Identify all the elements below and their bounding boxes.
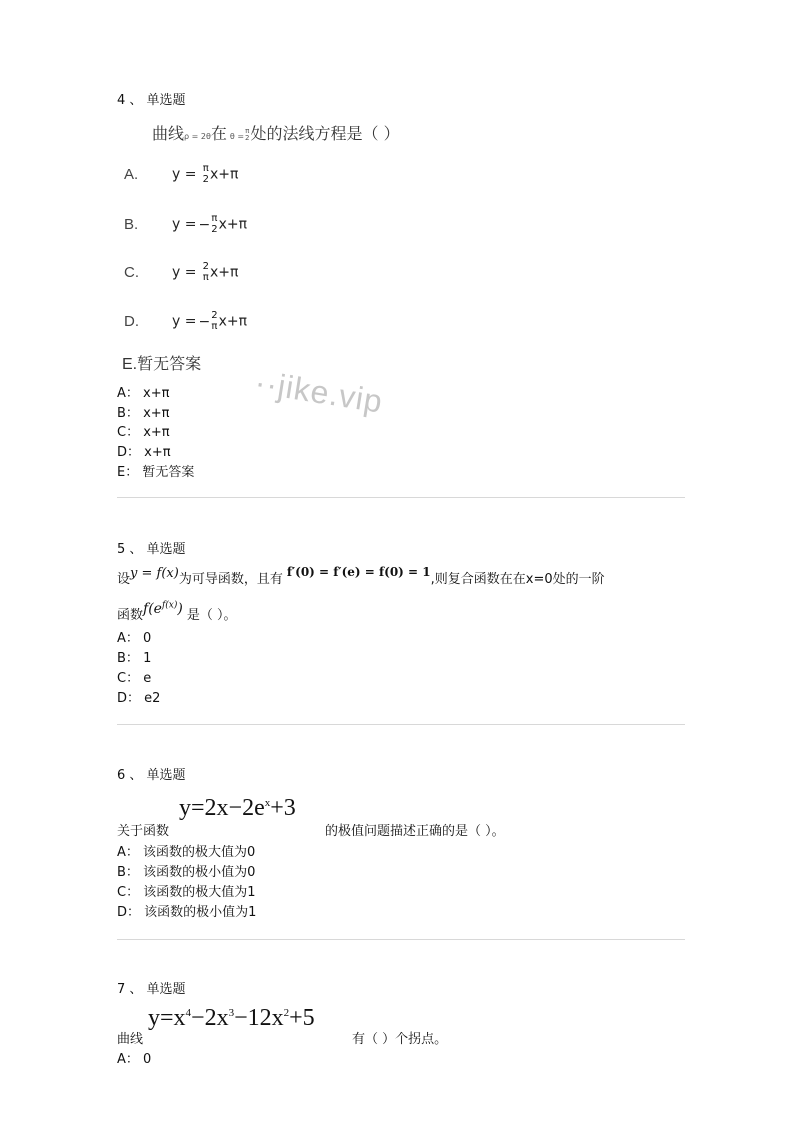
stem-mid: 在: [210, 124, 227, 143]
fraction: 2 π: [211, 310, 218, 332]
stem-theta-fraction: π 2: [245, 126, 250, 142]
option-d[interactable]: D： 该函数的极小值为1: [117, 905, 257, 920]
question-6-header: 6 、 单选题: [117, 768, 186, 783]
watermark: ··jike.vip: [252, 364, 386, 420]
formula-condition: f′(0) = f′(e) = f(0) = 1: [286, 565, 431, 579]
image-choice-c: C. y = 2 π x+π: [124, 261, 239, 283]
option-a[interactable]: A： 0: [117, 631, 152, 646]
formula-composite: $f(e^{f(x)})$: [143, 600, 183, 617]
option-e[interactable]: E： 暂无答案: [117, 465, 195, 480]
option-d[interactable]: D： x+π: [117, 445, 171, 460]
question-7-header: 7 、 单选题: [117, 982, 186, 997]
stem-theta: θ =: [229, 132, 245, 141]
question-4-stem-image: [152, 121, 400, 144]
question-7-stem-prefix: 曲线: [117, 1032, 144, 1047]
divider: [117, 497, 685, 498]
divider: [117, 939, 685, 940]
question-4-header: 4 、 单选题: [117, 93, 186, 108]
option-d[interactable]: D： e2: [117, 691, 161, 706]
option-a[interactable]: A： 该函数的极大值为0: [117, 845, 256, 860]
image-choice-a: A. y = π 2 x+π: [124, 163, 239, 185]
formula-y-fx: y = f(x): [130, 566, 179, 581]
option-b[interactable]: B： 1: [117, 651, 152, 666]
question-6-stem-prefix: 关于函数: [117, 824, 170, 839]
option-a[interactable]: A： x+π: [117, 386, 170, 401]
fraction: π 2: [202, 163, 209, 185]
option-b[interactable]: B： 该函数的极小值为0: [117, 865, 256, 880]
question-6-stem-suffix: 的极值问题描述正确的是（ ）。: [325, 824, 505, 839]
image-choice-b: B. y = − π 2 x+π: [124, 213, 248, 235]
option-c[interactable]: C： 该函数的极大值为1: [117, 885, 256, 900]
image-choice-d: D. y = − 2 π x+π: [124, 310, 248, 332]
fraction: 2 π: [202, 261, 209, 283]
question-5-header: 5 、 单选题: [117, 542, 186, 557]
stem-rho: ρ = 2θ: [184, 132, 211, 141]
option-c[interactable]: C： x+π: [117, 425, 170, 440]
option-c[interactable]: C： e: [117, 671, 152, 686]
fraction: π 2: [211, 213, 218, 235]
question-5-stem-line1: 设y = f(x)为可导函数，且有 f′(0) = f′(e) = f(0) = 1,则复合函数在在x=0处的一阶: [117, 565, 605, 587]
stem-prefix: 曲线: [152, 124, 185, 143]
formula-q7: $y=x^4-2x^3-12x^2+5$: [148, 1005, 315, 1031]
image-choice-e: E.暂无答案: [122, 356, 202, 373]
option-b[interactable]: B： x+π: [117, 406, 170, 421]
option-a[interactable]: A： 0: [117, 1052, 152, 1067]
formula-q6: $y=2x-2e^x+3$: [179, 795, 296, 821]
divider: [117, 724, 685, 725]
question-5-stem-line2: 函数$f(e^{f(x)})$ 是（ ）。: [117, 600, 237, 623]
stem-suffix: 处的法线方程是（ ）: [250, 124, 400, 143]
question-7-stem-suffix: 有（ ）个拐点。: [352, 1032, 448, 1047]
